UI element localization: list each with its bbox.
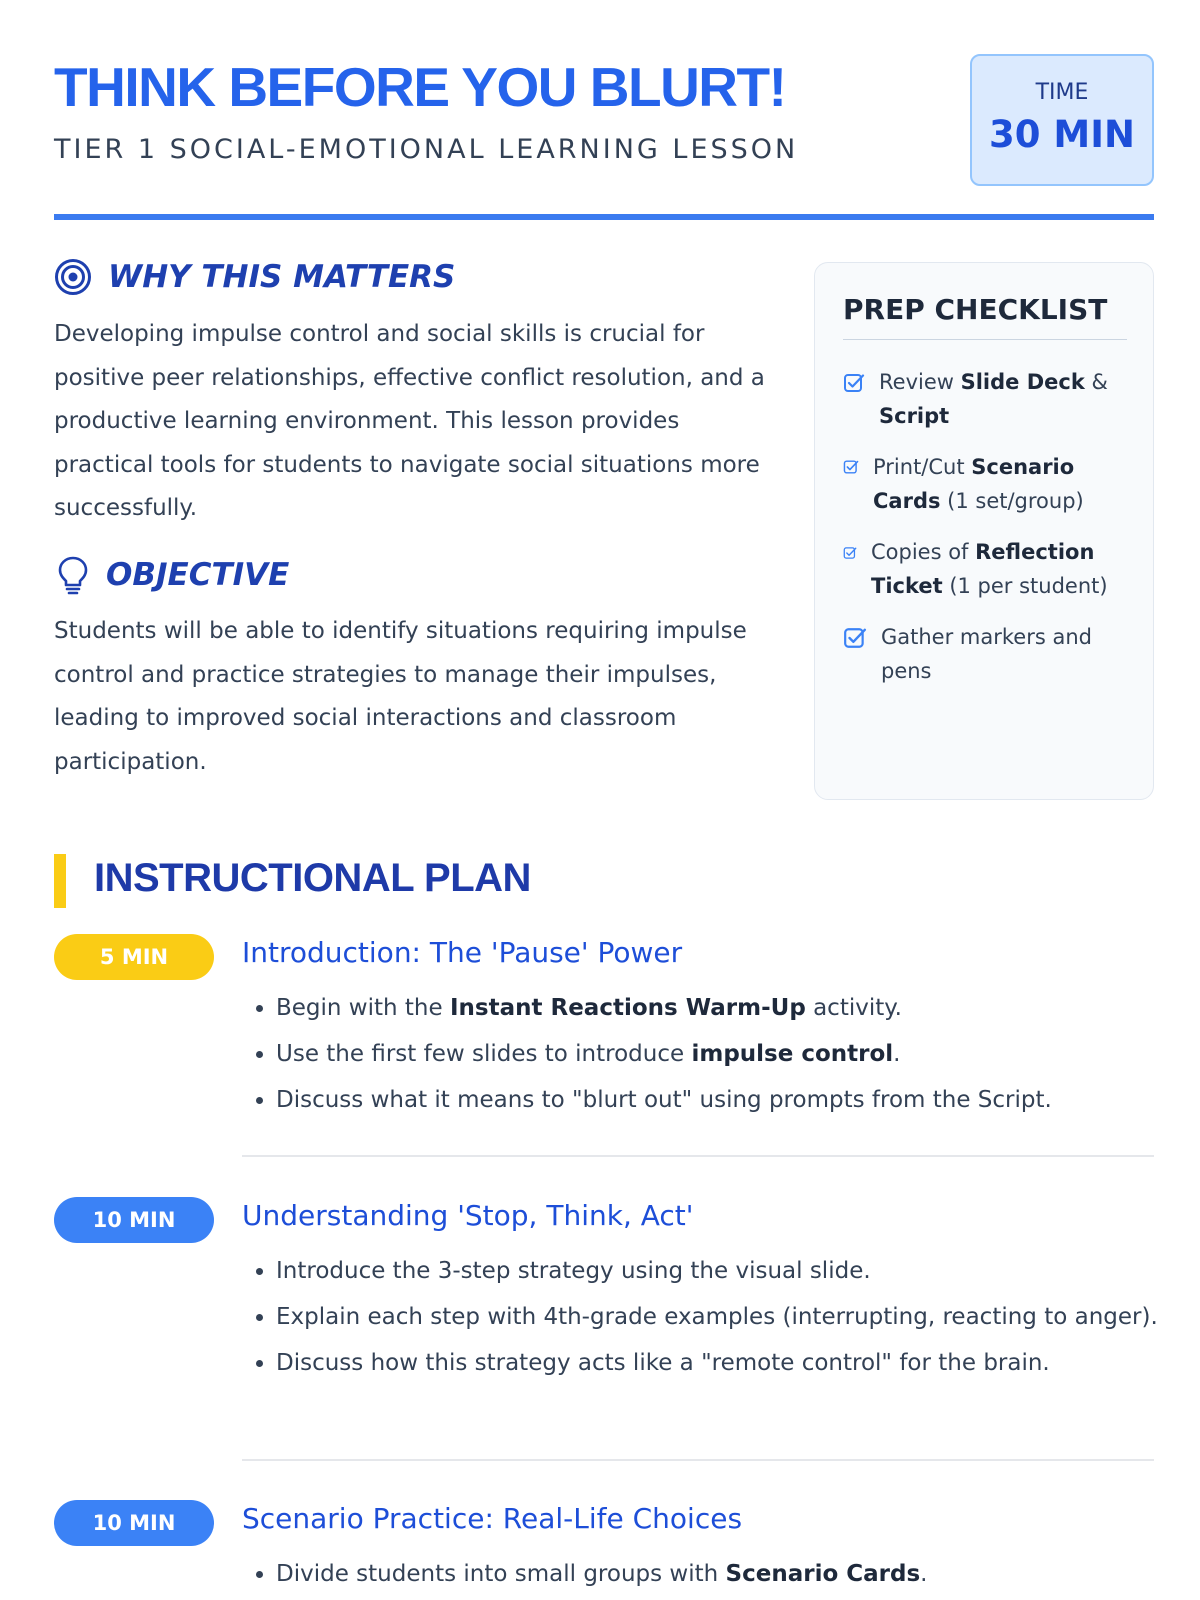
checklist-title: PREP CHECKLIST [843, 293, 1127, 340]
step-title: Scenario Practice: Real-Life Choices [242, 1502, 743, 1535]
objective-title: OBJECTIVE [106, 557, 290, 593]
checklist-item-text: Copies of Reflection Ticket (1 per student) [871, 540, 1108, 598]
checklist-item [843, 365, 1133, 433]
checkbox-checked-icon [843, 620, 881, 688]
checkbox-checked-icon [843, 450, 873, 518]
checklist-item [843, 620, 1133, 688]
lightbulb-icon [56, 555, 90, 595]
why-title: WHY THIS MATTERS [108, 259, 456, 295]
checklist-item [843, 450, 1133, 518]
step-title: Understanding 'Stop, Think, Act' [242, 1199, 694, 1232]
step-bullets [242, 1251, 1176, 1389]
why-heading [54, 258, 455, 296]
bullet-item: • Discuss what it means to "blurt out" using prompts from the Script. [276, 1080, 1176, 1120]
step-bullets [242, 988, 1176, 1126]
accent-bar [54, 854, 66, 908]
checklist-item-text: Print/Cut Scenario Cards (1 set/group) [873, 455, 1084, 513]
header-divider [54, 214, 1154, 220]
checklist-item [843, 535, 1133, 603]
checklist-item-text: Gather markers and pens [881, 625, 1092, 683]
duration-badge: 10 MIN [54, 1500, 214, 1546]
checklist-item-text: Review Slide Deck & Script [879, 370, 1108, 428]
time-label: TIME [1035, 80, 1089, 105]
bullet-item: • Divide students into small groups with Scenario Cards. [276, 1554, 1176, 1594]
duration-badge: 5 MIN [54, 934, 214, 980]
checkbox-checked-icon [843, 365, 879, 433]
prep-checklist [814, 262, 1154, 800]
page-header [54, 54, 1154, 222]
step-bullets [242, 1554, 1176, 1600]
page-subtitle: TIER 1 SOCIAL-EMOTIONAL LEARNING LESSON [54, 134, 799, 165]
bullet-item: • Explain each step with 4th-grade examples (interrupting, reacting to anger). [276, 1297, 1176, 1337]
bullet-item: • Discuss how this strategy acts like a "remote control" for the brain. [276, 1343, 1176, 1383]
bullet-item: • Use the first few slides to introduce impulse control. [276, 1034, 1176, 1074]
duration-badge: 10 MIN [54, 1197, 214, 1243]
step-title: Introduction: The 'Pause' Power [242, 936, 683, 969]
objective-body: Students will be able to identify situations requiring impulse control and practice strategies to manage their impulses, leading to improved social interactions and classroom participation. [54, 618, 747, 775]
time-badge [970, 54, 1154, 186]
target-icon [54, 258, 92, 296]
checkbox-checked-icon [843, 535, 871, 603]
bullet-item: • Introduce the 3-step strategy using the visual slide. [276, 1251, 1176, 1291]
page-title: THINK BEFORE YOU BLURT! [54, 56, 786, 118]
instructional-plan-heading [54, 854, 654, 908]
step-divider [242, 1155, 1154, 1157]
step-divider [242, 1459, 1154, 1461]
objective-heading [56, 555, 289, 595]
instructional-plan-title: INSTRUCTIONAL PLAN [94, 856, 531, 900]
why-body: Developing impulse control and social skills is crucial for positive peer relationships, effective conflict resolution, and a productive learning environment. This lesson provides practical tools for students to navigate social situations more successfully. [54, 321, 765, 521]
time-value: 30 MIN [989, 113, 1135, 156]
bullet-item: • Begin with the Instant Reactions Warm-Up activity. [276, 988, 1176, 1028]
